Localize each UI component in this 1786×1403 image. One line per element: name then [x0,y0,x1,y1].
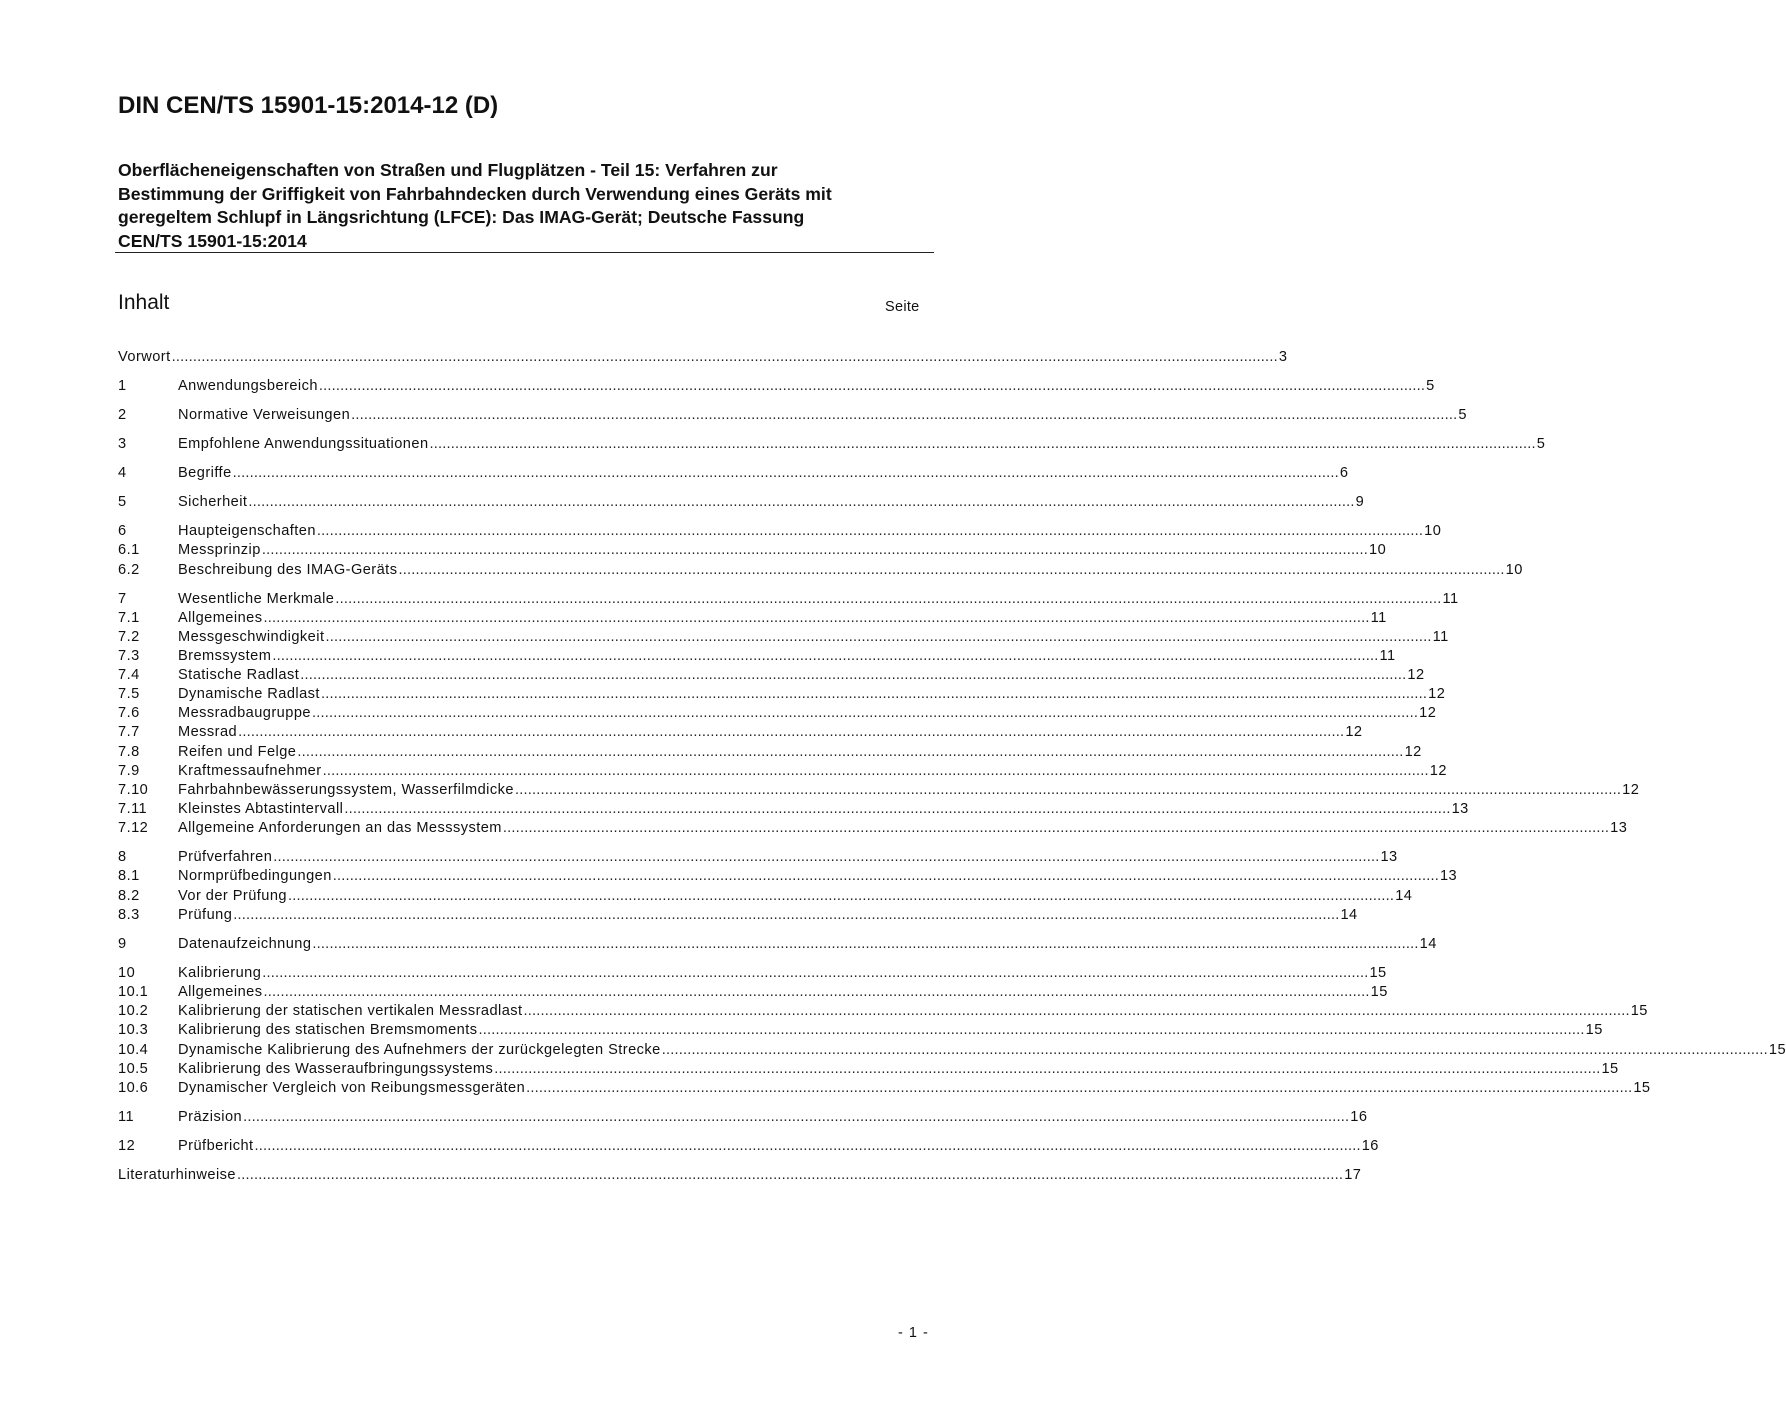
toc-entry-page: 10 [1424,523,1442,539]
toc-dot-leader: .................................................................................................................................................................................................................................................................... [248,494,1355,510]
toc-entry-title: Anwendungsbereich [178,378,318,394]
title-divider [115,252,934,253]
toc-entry-number: 8 [118,849,127,865]
toc-dot-leader: .................................................................................................................................................................................................................................................................... [325,629,1432,645]
toc-dot-leader: .................................................................................................................................................................................................................................................................... [300,667,1407,683]
toc-dot-leader: .................................................................................................................................................................................................................................................................... [351,407,1458,423]
toc-entry-title: Dynamische Kalibrierung des Aufnehmers der zurückgelegten Strecke [178,1042,661,1058]
toc-dot-leader: .................................................................................................................................................................................................................................................................... [272,648,1379,664]
toc-entry[interactable] [118,522,1442,541]
toc-dot-leader: .................................................................................................................................................................................................................................................................... [263,610,1370,626]
toc-entry-number: 7.10 [118,782,149,798]
toc-entry-page: 14 [1419,936,1437,952]
toc-dot-leader: .................................................................................................................................................................................................................................................................... [232,465,1339,481]
toc-dot-leader: .................................................................................................................................................................................................................................................................... [238,724,1345,740]
toc-entry-number: 1 [118,378,127,394]
toc-entry[interactable] [118,887,1413,906]
toc-entry-number: 6.2 [118,562,140,578]
toc-entry-page: 12 [1404,744,1422,760]
toc-entry-page: 16 [1350,1109,1368,1125]
toc-entry[interactable] [118,406,1467,425]
toc-entry-page: 11 [1442,591,1459,607]
toc-entry[interactable] [118,561,1523,580]
toc-entry[interactable] [118,1166,1362,1185]
toc-entry-page: 15 [1630,1003,1648,1019]
toc-entry-number: 4 [118,465,127,481]
toc-entry-page: 5 [1426,378,1435,394]
toc-entry[interactable] [118,723,1363,742]
toc-entry-title: Kalibrierung des statischen Bremsmoments [178,1022,478,1038]
toc-entry-page: 11 [1379,648,1396,664]
toc-entry[interactable] [118,647,1396,666]
toc-entry-title: Prüfverfahren [178,849,273,865]
toc-entry-title: Literaturhinweise [118,1167,236,1183]
toc-entry[interactable] [118,743,1422,762]
subtitle-line: Oberflächeneigenschaften von Straßen und Flugplätzen - Teil 15: Verfahren zur [118,160,778,180]
toc-entry-title: Begriffe [178,465,232,481]
toc-dot-leader: .................................................................................................................................................................................................................................................................... [318,378,1426,394]
toc-entry[interactable] [118,464,1349,483]
toc-entry-number: 7.8 [118,744,140,760]
toc-dot-leader: .................................................................................................................................................................................................................................................................... [502,820,1610,836]
toc-entry-title: Allgemeine Anforderungen an das Messsystem [178,820,502,836]
subtitle-line: Bestimmung der Griffigkeit von Fahrbahndecken durch Verwendung eines Geräts mit [118,183,832,204]
toc-dot-leader: .................................................................................................................................................................................................................................................................... [478,1022,1585,1038]
toc-dot-leader: .................................................................................................................................................................................................................................................................... [344,801,1451,817]
toc-entry-title: Allgemeines [178,984,263,1000]
toc-entry-title: Wesentliche Merkmale [178,591,335,607]
toc-entry-title: Prüfbericht [178,1138,254,1154]
toc-entry-page: 12 [1345,724,1363,740]
toc-entry-title: Bremssystem [178,648,272,664]
toc-entry-number: 7.3 [118,648,140,664]
toc-entry[interactable] [118,848,1398,867]
toc-entry-title: Messrad [178,724,238,740]
page-number: - 1 - [898,1325,929,1341]
toc-entry-page: 15 [1585,1022,1603,1038]
toc-entry[interactable] [118,964,1387,983]
toc-entry-title: Sicherheit [178,494,248,510]
toc-entry-number: 7.12 [118,820,149,836]
toc-dot-leader: .................................................................................................................................................................................................................................................................... [332,868,1439,884]
toc-entry-page: 14 [1340,907,1358,923]
toc-entry-title: Messradbaugruppe [178,705,311,721]
toc-entry-page: 15 [1369,965,1387,981]
toc-entry[interactable] [118,590,1459,609]
toc-entry-title: Reifen und Felge [178,744,297,760]
toc-entry-page: 15 [1370,984,1388,1000]
toc-dot-leader: .................................................................................................................................................................................................................................................................... [320,686,1428,702]
toc-entry-number: 10.4 [118,1042,149,1058]
toc-dot-leader: .................................................................................................................................................................................................................................................................... [311,705,1419,721]
toc-entry-page: 6 [1339,465,1349,481]
toc-entry-number: 9 [118,936,127,952]
toc-entry-page: 12 [1407,667,1425,683]
toc-entry-title: Messprinzip [178,542,261,558]
toc-entry-title: Vorwort [118,349,171,365]
toc-entry-number: 3 [118,436,127,452]
toc-entry[interactable] [118,867,1458,886]
toc-entry-number: 8.2 [118,888,140,904]
toc-entry[interactable] [118,435,1546,454]
toc-entry-number: 10.3 [118,1022,149,1038]
toc-dot-leader: .................................................................................................................................................................................................................................................................... [494,1061,1601,1077]
toc-entry-title: Haupteigenschaften [178,523,316,539]
toc-dot-leader: .................................................................................................................................................................................................................................................................... [171,349,1278,365]
toc-entry-title: Normprüfbedingungen [178,868,332,884]
toc-entry-title: Vor der Prüfung [178,888,287,904]
toc-heading: Inhalt [118,291,170,314]
toc-entry-number: 7 [118,591,127,607]
toc-entry-number: 6.1 [118,542,140,558]
toc-entry-page: 13 [1380,849,1398,865]
toc-entry-number: 10 [118,965,136,981]
document-subtitle [118,159,938,253]
toc-entry-number: 6 [118,523,127,539]
toc-dot-leader: .................................................................................................................................................................................................................................................................... [398,562,1505,578]
toc-entry-number: 11 [118,1109,135,1125]
toc-dot-leader: .................................................................................................................................................................................................................................................................... [287,888,1395,904]
toc-entry[interactable] [118,348,1288,367]
toc-entry-page: 10 [1505,562,1523,578]
toc-entry-page: 9 [1355,494,1365,510]
toc-entry-title: Allgemeines [178,610,263,626]
toc-entry-page: 11 [1432,629,1449,645]
toc-entry[interactable] [118,781,1640,800]
toc-entry-title: Fahrbahnbewässerungssystem, Wasserfilmdicke [178,782,514,798]
toc-entry-page: 12 [1428,686,1446,702]
toc-entry[interactable] [118,935,1437,954]
toc-entry-number: 10.5 [118,1061,149,1077]
toc-entry-title: Präzision [178,1109,243,1125]
toc-entry-number: 12 [118,1138,136,1154]
toc-entry-page: 17 [1344,1167,1362,1183]
subtitle-line: geregeltem Schlupf in Längsrichtung (LFCE): Das IMAG-Gerät; Deutsche Fassung [118,207,805,227]
toc-dot-leader: .................................................................................................................................................................................................................................................................... [254,1138,1361,1154]
toc-entry-page: 10 [1369,542,1387,558]
toc-entry-title: Beschreibung des IMAG-Geräts [178,562,398,578]
toc-dot-leader: .................................................................................................................................................................................................................................................................... [335,591,1442,607]
toc-entry-page: 5 [1536,436,1546,452]
toc-dot-leader: .................................................................................................................................................................................................................................................................... [322,763,1429,779]
toc-entry-title: Kalibrierung der statischen vertikalen Messradlast [178,1003,523,1019]
toc-entry[interactable] [118,819,1628,838]
toc-entry[interactable] [118,1108,1368,1127]
toc-dot-leader: .................................................................................................................................................................................................................................................................... [297,744,1404,760]
toc-entry-page: 15 [1633,1080,1651,1096]
toc-entry-page: 15 [1601,1061,1619,1077]
toc-entry-number: 7.5 [118,686,140,702]
toc-dot-leader: .................................................................................................................................................................................................................................................................... [526,1080,1633,1096]
toc-entry-number: 8.1 [118,868,140,884]
toc-entry-title: Statische Radlast [178,667,300,683]
toc-entry[interactable] [118,1021,1603,1040]
toc-dot-leader: .................................................................................................................................................................................................................................................................... [661,1042,1768,1058]
toc-entry-page: 15 [1768,1042,1786,1058]
toc-entry[interactable] [118,1002,1648,1021]
toc-page-column-label: Seite [885,299,920,315]
toc-entry-title: Normative Verweisungen [178,407,351,423]
toc-entry-number: 7.4 [118,667,140,683]
toc-dot-leader: .................................................................................................................................................................................................................................................................... [262,965,1369,981]
toc-entry-title: Kleinstes Abtastintervall [178,801,344,817]
toc-dot-leader: .................................................................................................................................................................................................................................................................... [233,907,1340,923]
toc-entry[interactable] [118,1137,1379,1156]
toc-entry-page: 13 [1610,820,1628,836]
toc-entry-page: 13 [1451,801,1469,817]
toc-entry[interactable] [118,1060,1619,1079]
document-title: DIN CEN/TS 15901-15:2014-12 (D) [118,92,499,119]
toc-entry[interactable] [118,800,1469,819]
toc-entry[interactable] [118,685,1446,704]
toc-entry-number: 7.9 [118,763,140,779]
toc-dot-leader: .................................................................................................................................................................................................................................................................... [273,849,1380,865]
toc-entry[interactable] [118,983,1388,1002]
toc-entry-number: 7.11 [118,801,148,817]
toc-entry-title: Datenaufzeichnung [178,936,312,952]
toc-entry-title: Dynamischer Vergleich von Reibungsmessgeräten [178,1080,526,1096]
toc-entry[interactable] [118,666,1425,685]
toc-entry-page: 13 [1439,868,1458,884]
toc-entry-title: Dynamische Radlast [178,686,320,702]
toc-dot-leader: .................................................................................................................................................................................................................................................................... [523,1003,1630,1019]
toc-entry-page: 3 [1278,349,1288,365]
toc-entry-number: 10.1 [118,984,149,1000]
toc-entry-number: 7.2 [118,629,140,645]
toc-dot-leader: .................................................................................................................................................................................................................................................................... [429,436,1536,452]
toc-entry-number: 10.2 [118,1003,149,1019]
toc-entry[interactable] [118,541,1387,560]
toc-dot-leader: .................................................................................................................................................................................................................................................................... [263,984,1370,1000]
toc-entry[interactable] [118,762,1447,781]
toc-dot-leader: .................................................................................................................................................................................................................................................................... [312,936,1419,952]
toc-entry[interactable] [118,609,1387,628]
toc-entry-page: 5 [1458,407,1467,423]
toc-entry-number: 10.6 [118,1080,149,1096]
toc-entry-number: 5 [118,494,127,510]
toc-entry[interactable] [118,1079,1651,1098]
toc-dot-leader: .................................................................................................................................................................................................................................................................... [514,782,1622,798]
toc-entry-page: 12 [1622,782,1640,798]
toc-dot-leader: .................................................................................................................................................................................................................................................................... [243,1109,1350,1125]
toc-entry[interactable] [118,493,1365,512]
toc-entry[interactable] [118,906,1358,925]
toc-dot-leader: .................................................................................................................................................................................................................................................................... [236,1167,1344,1183]
toc-entry-title: Kraftmessaufnehmer [178,763,322,779]
toc-entry[interactable] [118,628,1449,647]
toc-dot-leader: .................................................................................................................................................................................................................................................................... [261,542,1369,558]
toc-entry-number: 7.7 [118,724,140,740]
toc-entry-page: 14 [1395,888,1413,904]
toc-entry[interactable] [118,377,1435,396]
toc-entry-number: 7.6 [118,705,140,721]
toc-entry-page: 11 [1370,610,1387,626]
toc-entry[interactable] [118,704,1437,723]
toc-entry-number: 8.3 [118,907,140,923]
toc-entry-number: 7.1 [118,610,140,626]
toc-entry-page: 12 [1419,705,1437,721]
toc-entry-number: 2 [118,407,127,423]
toc-entry-title: Empfohlene Anwendungssituationen [178,436,429,452]
toc-entry-title: Prüfung [178,907,233,923]
toc-entry-page: 16 [1361,1138,1379,1154]
toc-dot-leader: .................................................................................................................................................................................................................................................................... [316,523,1424,539]
toc-entry-page: 12 [1429,763,1447,779]
toc-entry-title: Kalibrierung [178,965,262,981]
subtitle-line: CEN/TS 15901-15:2014 [118,230,307,251]
toc-entry[interactable] [118,1041,1786,1060]
toc-entry-title: Messgeschwindigkeit [178,629,325,645]
toc-entry-title: Kalibrierung des Wasseraufbringungssystems [178,1061,494,1077]
